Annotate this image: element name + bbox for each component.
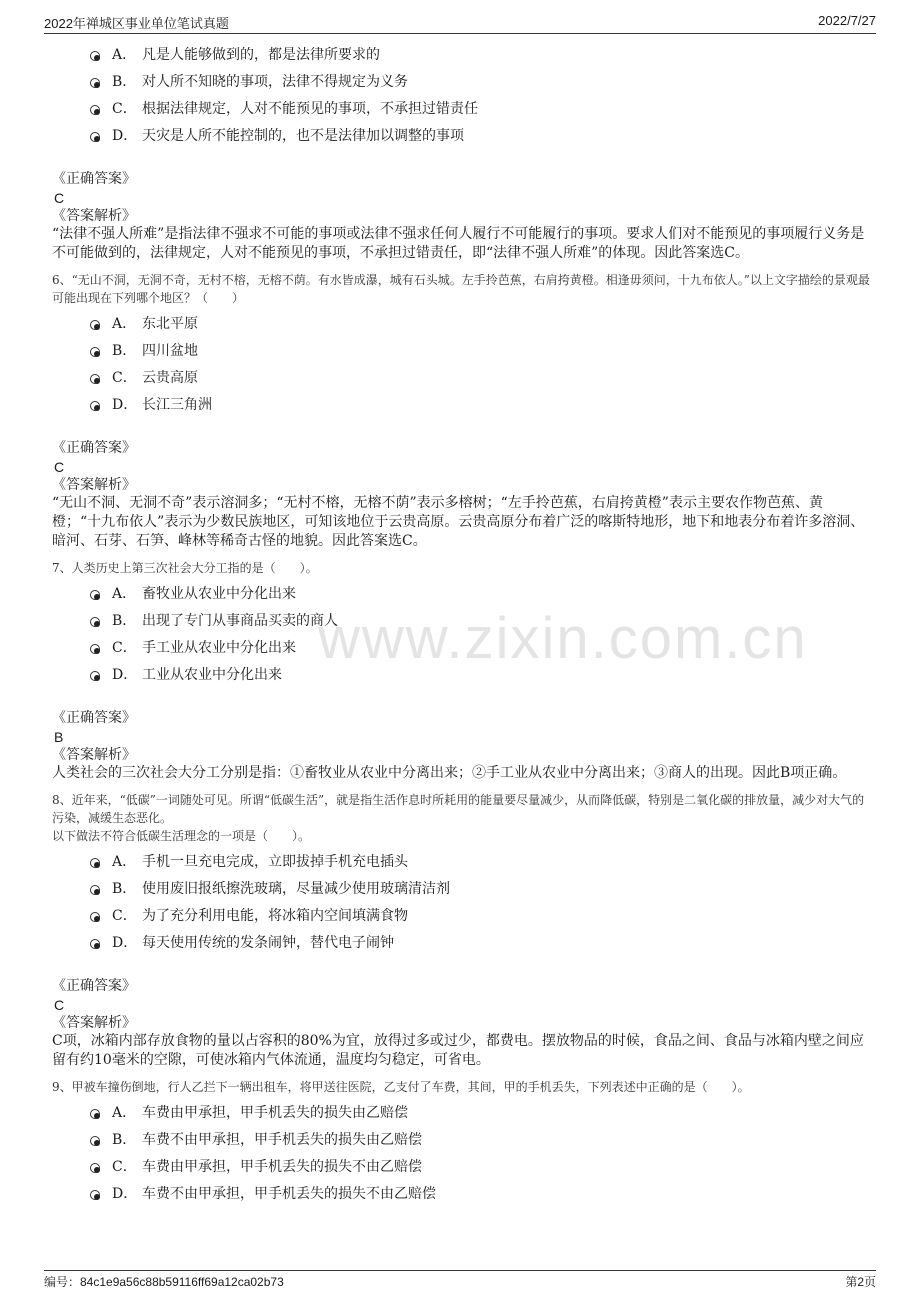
radio-icon[interactable] — [90, 617, 100, 627]
option-item[interactable] — [90, 123, 870, 150]
option-letter: B． — [112, 881, 137, 897]
question-stem: 7、人类历史上第三次社会大分工指的是（ ）。 — [52, 561, 318, 575]
analysis-text: “法律不强人所难”是指法律不强求不可能的事项或法律不强求任何人履行不可能履行的事项。要求人们对不能预见的事项履行义务是不可能做到的，法律规定，人对不能预见的事项，不承担过错责任，即“法律不强人所难”的体现。因此答案选C。 — [52, 226, 865, 261]
option-text: 手工业从农业中分化出来 — [142, 640, 296, 656]
answer-heading: 《正确答案》 — [52, 440, 136, 456]
option-item[interactable] — [90, 69, 870, 96]
option-letter: B． — [112, 74, 137, 90]
radio-icon[interactable] — [90, 401, 100, 411]
radio-icon[interactable] — [90, 1109, 100, 1119]
option-item[interactable] — [90, 930, 870, 957]
option-item[interactable] — [90, 876, 870, 903]
answer-value: C — [54, 459, 65, 475]
option-letter: A． — [112, 47, 137, 63]
radio-icon[interactable] — [90, 105, 100, 115]
footer-divider — [44, 1270, 876, 1271]
option-letter: C． — [112, 1159, 137, 1175]
option-item[interactable] — [90, 1154, 870, 1181]
option-text: 车费由甲承担，甲手机丢失的损失由乙赔偿 — [142, 1105, 408, 1121]
option-item[interactable] — [90, 42, 870, 69]
options-group — [90, 1100, 870, 1208]
option-item[interactable] — [90, 1100, 870, 1127]
watermark: www.zixin.com.cn — [318, 606, 808, 671]
option-letter: C． — [112, 370, 137, 386]
option-text: 东北平原 — [142, 316, 198, 332]
option-letter: D． — [112, 935, 138, 951]
option-text: 对人所不知晓的事项，法律不得规定为义务 — [142, 74, 408, 90]
answer-value: C — [54, 997, 65, 1013]
radio-icon[interactable] — [90, 132, 100, 142]
option-letter: A． — [112, 586, 137, 602]
analysis-text: 人类社会的三次社会大分工分别是指：①畜牧业从农业中分离出来；②手工业从农业中分离出来；③商人的出现。因此B项正确。 — [52, 765, 847, 781]
answer-value: C — [54, 190, 65, 206]
option-text: 车费由甲承担，甲手机丢失的损失不由乙赔偿 — [142, 1159, 422, 1175]
radio-icon[interactable] — [90, 671, 100, 681]
option-letter: C． — [112, 640, 137, 656]
analysis-heading: 《答案解析》 — [52, 477, 136, 493]
option-letter: C． — [112, 908, 137, 924]
option-item[interactable] — [90, 338, 870, 365]
page-footer — [44, 1273, 876, 1291]
options-group — [90, 311, 870, 419]
option-text: 手机一旦充电完成，立即拔掉手机充电插头 — [142, 854, 408, 870]
page-header — [44, 13, 876, 33]
radio-icon[interactable] — [90, 590, 100, 600]
option-text: 使用废旧报纸擦洗玻璃，尽量减少使用玻璃清洁剂 — [142, 881, 450, 897]
option-item[interactable] — [90, 1127, 870, 1154]
analysis-text: C项，冰箱内部存放食物的量以占容积的80%为宜，放得过多或过少，都费电。摆放物品的时候，食品之间、食品与冰箱内壁之间应留有约10毫米的空隙，可使冰箱内气体流通，温度均匀稳定，可省电。 — [52, 1033, 864, 1068]
option-letter: D． — [112, 128, 138, 144]
question-block — [52, 791, 870, 1070]
option-letter: D． — [112, 397, 138, 413]
option-letter: B． — [112, 343, 137, 359]
question-stem: 9、甲被车撞伤倒地，行人乙拦下一辆出租车，将甲送往医院，乙支付了车费，其间，甲的手机丢失，下列表述中正确的是（ ）。 — [52, 1080, 750, 1094]
option-letter: D． — [112, 1186, 138, 1202]
radio-icon[interactable] — [90, 885, 100, 895]
radio-icon[interactable] — [90, 939, 100, 949]
answer-value: B — [54, 729, 64, 745]
options-group — [90, 849, 870, 957]
question-block — [52, 271, 870, 551]
analysis-text: “无山不洞、无洞不奇”表示溶洞多；“无村不榕，无榕不荫”表示多榕树；“左手拎芭蕉，右肩挎黄橙”表示主要农作物芭蕉、黄橙；“十九布依人”表示为少数民族地区，可知该地位于云贵高原。云贵高原分布着广泛的喀斯特地形，地下和地表分布着许多溶洞、暗河、石芽、石笋、峰林等稀奇古怪的地貌。因此答案选C。 — [52, 495, 865, 549]
radio-icon[interactable] — [90, 644, 100, 654]
question-block — [52, 42, 870, 263]
option-item[interactable] — [90, 903, 870, 930]
options-group — [90, 42, 870, 150]
option-letter: A． — [112, 1105, 137, 1121]
answer-heading: 《正确答案》 — [52, 171, 136, 187]
question-stem: 8、近年来，“低碳”一词随处可见。所谓“低碳生活”，就是指生活作息时所耗用的能量要尽量减少，从而降低碳，特别是二氧化碳的排放量，减少对大气的污染，减缓生态恶化。 — [52, 793, 865, 825]
radio-icon[interactable] — [90, 347, 100, 357]
option-text: 天灾是人所不能控制的，也不是法律加以调整的事项 — [142, 128, 464, 144]
option-text: 根据法律规定，人对不能预见的事项，不承担过错责任 — [142, 101, 478, 117]
answer-heading: 《正确答案》 — [52, 710, 136, 726]
document-title: 2022年禅城区事业单位笔试真题 — [44, 16, 229, 31]
option-text: 出现了专门从事商品买卖的商人 — [142, 613, 338, 629]
page-number: 第2页 — [845, 1275, 876, 1289]
option-text: 凡是人能够做到的，都是法律所要求的 — [142, 47, 380, 63]
option-item[interactable] — [90, 392, 870, 419]
radio-icon[interactable] — [90, 912, 100, 922]
option-text: 云贵高原 — [142, 370, 198, 386]
question-list — [52, 34, 870, 1208]
option-letter: A． — [112, 316, 137, 332]
option-item[interactable] — [90, 608, 870, 635]
radio-icon[interactable] — [90, 78, 100, 88]
radio-icon[interactable] — [90, 1136, 100, 1146]
option-item[interactable] — [90, 96, 870, 123]
radio-icon[interactable] — [90, 51, 100, 61]
radio-icon[interactable] — [90, 320, 100, 330]
option-text: 为了充分利用电能，将冰箱内空间填满食物 — [142, 908, 408, 924]
radio-icon[interactable] — [90, 1163, 100, 1173]
analysis-heading: 《答案解析》 — [52, 208, 136, 224]
option-text: 工业从农业中分化出来 — [142, 667, 282, 683]
option-text: 车费不由甲承担，甲手机丢失的损失不由乙赔偿 — [142, 1186, 436, 1202]
option-letter: D． — [112, 667, 138, 683]
answer-heading: 《正确答案》 — [52, 978, 136, 994]
document-code: 编号：84c1e9a56c88b59116ff69a12ca02b73 — [44, 1275, 284, 1289]
option-letter: B． — [112, 613, 137, 629]
document-date: 2022/7/27 — [818, 13, 876, 28]
question-stem: 以下做法不符合低碳生活理念的一项是（ ）。 — [52, 829, 311, 843]
option-item[interactable] — [90, 635, 870, 662]
option-text: 车费不由甲承担，甲手机丢失的损失由乙赔偿 — [142, 1132, 422, 1148]
option-item[interactable] — [90, 365, 870, 392]
radio-icon[interactable] — [90, 374, 100, 384]
option-letter: A． — [112, 854, 137, 870]
option-text: 长江三角洲 — [142, 397, 212, 413]
option-item[interactable] — [90, 1181, 870, 1208]
analysis-heading: 《答案解析》 — [52, 1015, 136, 1031]
option-letter: B． — [112, 1132, 137, 1148]
option-letter: C． — [112, 101, 137, 117]
option-item[interactable] — [90, 581, 870, 608]
option-item[interactable] — [90, 849, 870, 876]
analysis-heading: 《答案解析》 — [52, 747, 136, 763]
option-item[interactable] — [90, 311, 870, 338]
option-item[interactable] — [90, 662, 870, 689]
option-text: 四川盆地 — [142, 343, 198, 359]
options-group — [90, 581, 870, 689]
option-text: 每天使用传统的发条闹钟，替代电子闹钟 — [142, 935, 394, 951]
question-block — [52, 559, 870, 783]
question-block — [52, 1078, 870, 1208]
radio-icon[interactable] — [90, 1190, 100, 1200]
question-stem: 6、“无山不洞，无洞不奇，无村不榕，无榕不荫。有水皆成瀑，城有石头城。左手拎芭蕉，右肩挎黄橙。相逢毋须问，十九布依人。”以上文字描绘的景观最可能出现在下列哪个地区？（ ） — [52, 273, 870, 305]
option-text: 畜牧业从农业中分化出来 — [142, 586, 296, 602]
radio-icon[interactable] — [90, 858, 100, 868]
